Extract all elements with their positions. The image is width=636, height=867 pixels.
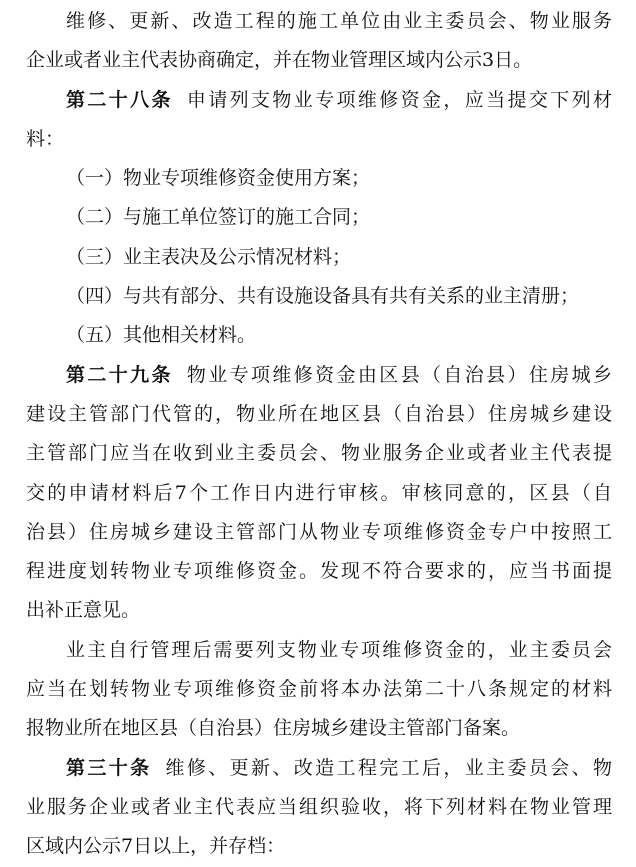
paragraph-self-management bbox=[26, 631, 612, 749]
text-line: 应当在划转物业专项维修资金前将本办法第二十八条规定的材料 bbox=[26, 678, 612, 701]
list-item: （三）业主表决及公示情况材料； bbox=[66, 245, 352, 268]
text-line bbox=[26, 81, 612, 120]
text-line: 业主自行管理后需要列支物业专项维修资金的，业主委员会 bbox=[66, 638, 612, 661]
text-line: 维修、更新、改造工程的施工单位由业主委员会、物业服务 bbox=[66, 10, 612, 32]
text-line: 企业或者业主代表协商确定，并在物业管理区域内公示3日。 bbox=[26, 49, 533, 72]
article-28 bbox=[26, 81, 612, 356]
text-line: 主管部门应当在收到业主委员会、物业服务企业或者业主代表提 bbox=[26, 442, 612, 465]
article-heading: 第三十条 bbox=[66, 756, 152, 779]
text-line: 业服务企业或者业主代表应当组织验收，将下列材料在物业管理 bbox=[26, 795, 612, 818]
text-line: 出补正意见。 bbox=[26, 599, 141, 622]
text-line bbox=[26, 356, 612, 395]
article-text: 维修、更新、改造工程完工后，业主委员会、物 bbox=[165, 756, 612, 779]
text-line: 料： bbox=[26, 127, 65, 150]
article-30 bbox=[26, 749, 612, 867]
text-line: 程进度划转物业专项维修资金。发现不符合要求的，应当书面提 bbox=[26, 560, 612, 583]
list-item: （五）其他相关材料。 bbox=[66, 324, 257, 347]
text-line: 建设主管部门代管的，物业所在地区县（自治县）住房城乡建设 bbox=[26, 402, 612, 425]
text-line: 区域内公示7日以上，并存档： bbox=[26, 835, 286, 858]
document-page bbox=[26, 2, 612, 867]
list-item: （二）与施工单位签订的施工合同； bbox=[66, 206, 371, 229]
text-line bbox=[26, 749, 612, 788]
paragraph-construction-unit bbox=[26, 2, 612, 81]
list-item: （一）物业专项维修资金使用方案； bbox=[66, 167, 371, 190]
article-text: 物业专项维修资金由区县（自治县）住房城乡 bbox=[186, 363, 612, 386]
article-29 bbox=[26, 356, 612, 631]
article-heading: 第二十八条 bbox=[66, 88, 173, 111]
text-line: 报物业所在地区县（自治县）住房城乡建设主管部门备案。 bbox=[26, 717, 521, 740]
article-heading: 第二十九条 bbox=[66, 363, 173, 386]
text-line: 治县）住房城乡建设主管部门从物业专项维修资金专户中按照工 bbox=[26, 520, 612, 543]
text-line: 交的申请材料后7个工作日内进行审核。审核同意的，区县（自 bbox=[26, 481, 612, 504]
list-item: （四）与共有部分、共有设施设备具有共有关系的业主清册； bbox=[66, 285, 580, 308]
article-text: 申请列支物业专项维修资金，应当提交下列材 bbox=[186, 88, 612, 111]
